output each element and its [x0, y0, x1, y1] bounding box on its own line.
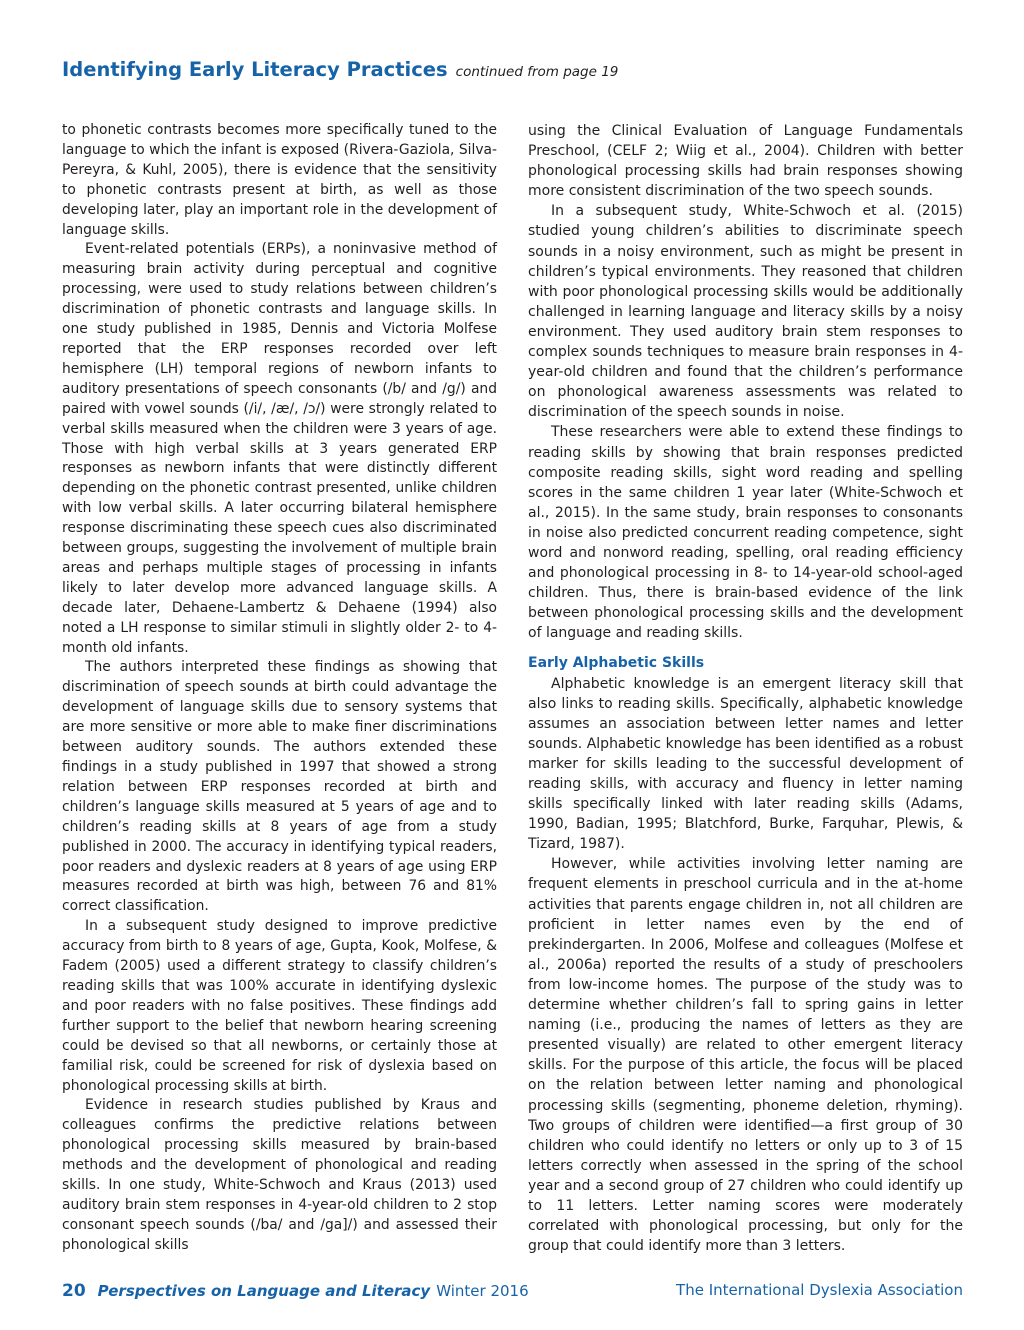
paragraph: Event-related potentials (ERPs), a noninvasive method of measuring brain activity during perceptual and cognitive processing, were used to study relations between children’s discrimination of phonetic contrasts and language skills. In one study published in 1985, Dennis and Victoria Molfese reported that the ERP responses recorded over left hemisphere (LH) temporal regions of newborn infants to auditory presentations of speech consonants (/b/ and /g/) and paired with vowel sounds (/i/, /æ/, /ɔ/) were strongly related to verbal skills measured when the children were 3 years of age. Those with high verbal skills at 3 years generated ERP responses as newborn infants that were distinctly different depending on the phonetic contrast presented, unlike children with low verbal skills. A later occurring bilateral hemisphere response discriminating these speech cues also discriminated between groups, suggesting the involvement of multiple brain areas and perhaps multiple stages of processing in infants likely to later develop more advanced language skills. A decade later, Dehaene-Lambertz & Dehaene (1994) also noted a LH response to similar stimuli in slightly older 2- to 4-month old infants. [62, 241, 497, 656]
paragraph: using the Clinical Evaluation of Language Fundamentals Preschool, (CELF 2; Wiig et al., 2004). Children with better phonological processing skills had brain responses showing more consistent discrimination of the two speech sounds. [528, 123, 963, 200]
left-column [62, 121, 497, 1256]
paragraph: In a subsequent study designed to improve predictive accuracy from birth to 8 years of age, Gupta, Kook, Molfese, & Fadem (2005) used a different strategy to classify children’s reading skills that was 100% accurate in identifying dyslexic and poor readers with no false positives. These findings add further support to the belief that newborn hearing screening could be devised so that all newborns, or certainly those at familial risk, could be screened for risk of dyslexia based on phonological processing skills at birth. [62, 918, 497, 1094]
section-heading: Early Alphabetic Skills [528, 655, 705, 672]
paragraph: Evidence in research studies published by Kraus and colleagues confirms the predictive relations between phonological processing skills measured by brain-based methods and the development of phonological and reading skills. In one study, White-Schwoch and Kraus (2013) used auditory brain stem responses in 4-year-old children to 2 stop consonant speech sounds (/ba/ and /ga]/) and assessed their phonological skills [62, 1097, 497, 1253]
paragraph: Alphabetic knowledge is an emergent literacy skill that also links to reading skills. Specifically, alphabetic knowledge assumes an association between letter names and letter sounds. Alphabetic knowledge has been identified as a robust marker for skills leading to the successful development of reading skills, with accuracy and fluency in letter naming skills specifically linked with later reading skills (Adams, 1990, Badian, 1995; Blatchford, Burke, Farquhar, Plewis, & Tizard, 1987). [528, 675, 963, 853]
article-title: Identifying Early Literacy Practices [62, 58, 448, 81]
page-footer [62, 1281, 963, 1303]
page-header [62, 58, 618, 81]
paragraph: These researchers were able to extend these findings to reading skills by showing that brain responses predicted composite reading skills, sight word reading and spelling scores in the same children 1 year later (White-Schwoch et al., 2015). In the same study, brain responses to consonants in noise also predicted concurrent reading competence, sight word and nonword reading, spelling, oral reading efficiency and phonological processing in 8- to 14-year-old school-aged children. Thus, there is brain-based evidence of the link between phonological processing skills and the development of language and reading skills. [528, 424, 963, 642]
organization-name: The International Dyslexia Association [676, 1281, 963, 1299]
right-column [528, 121, 963, 1256]
continued-note: continued from page 19 [455, 64, 619, 80]
paragraph: However, while activities involving letter naming are frequent elements in preschool curricula and in the at-home activities that parents engage children in, not all children are proficient in letter names even by the end of prekindergarten. In 2006, Molfese and colleagues (Molfese et al., 2006a) reported the results of a study of preschoolers from low-income homes. The purpose of the study was to determine whether children’s fall to spring gains in letter naming (i.e., producing the names of letters as they are presented visually) are related to other emergent literacy skills. For the purpose of this article, the focus will be placed on the relation between letter naming and phonological processing skills (segmenting, phoneme deletion, rhyming). Two groups of children were identified—a first group of 30 children who could identify no letters or only up to 3 of 15 letters correctly when assessed in the spring of the school year and a second group of 27 children who could identify up to 11 letters. Letter naming scores were moderately correlated with phonological processing, but only for the group that could identify more than 3 letters. [528, 856, 963, 1255]
page-number: 20 [62, 1281, 86, 1301]
journal-name: Perspectives on Language and Literacy [97, 1282, 431, 1300]
paragraph: In a subsequent study, White-Schwoch et al. (2015) studied young children’s abilities to discriminate speech sounds in a noisy environment, such as might be present in children’s typical environments. They reasoned that children with poor phonological processing skills would be additionally challenged in learning language and literacy skills by a noisy environment. They used auditory brain stem responses to complex sounds techniques to measure brain responses in 4-year-old children and found that the children’s performance on phonological awareness assessments was related to discrimination of the speech sounds in noise. [528, 203, 963, 421]
paragraph: The authors interpreted these findings as showing that discrimination of speech sounds at birth could advantage the development of language skills due to sensory systems that are more sensitive or more able to make finer discriminations between auditory sounds. The authors extended these findings in a study published in 1997 that showed a strong relation between ERP responses recorded at birth and children’s language skills measured at 5 years of age and to children’s reading skills at 8 years of age from a study published in 2000. The accuracy in identifying typical readers, poor readers and dyslexic readers at 8 years of age using ERP measures recorded at birth was high, between 76 and 81% correct classification. [62, 659, 497, 915]
paragraph: to phonetic contrasts becomes more specifically tuned to the language to which the infant is exposed (Rivera-Gaziola, Silva-Pereyra, & Kuhl, 2005), there is evidence that the sensitivity to phonetic contrasts present at birth, as well as those developing later, play an important role in the development of language skills. [62, 122, 498, 238]
issue-label: Winter 2016 [436, 1282, 529, 1300]
